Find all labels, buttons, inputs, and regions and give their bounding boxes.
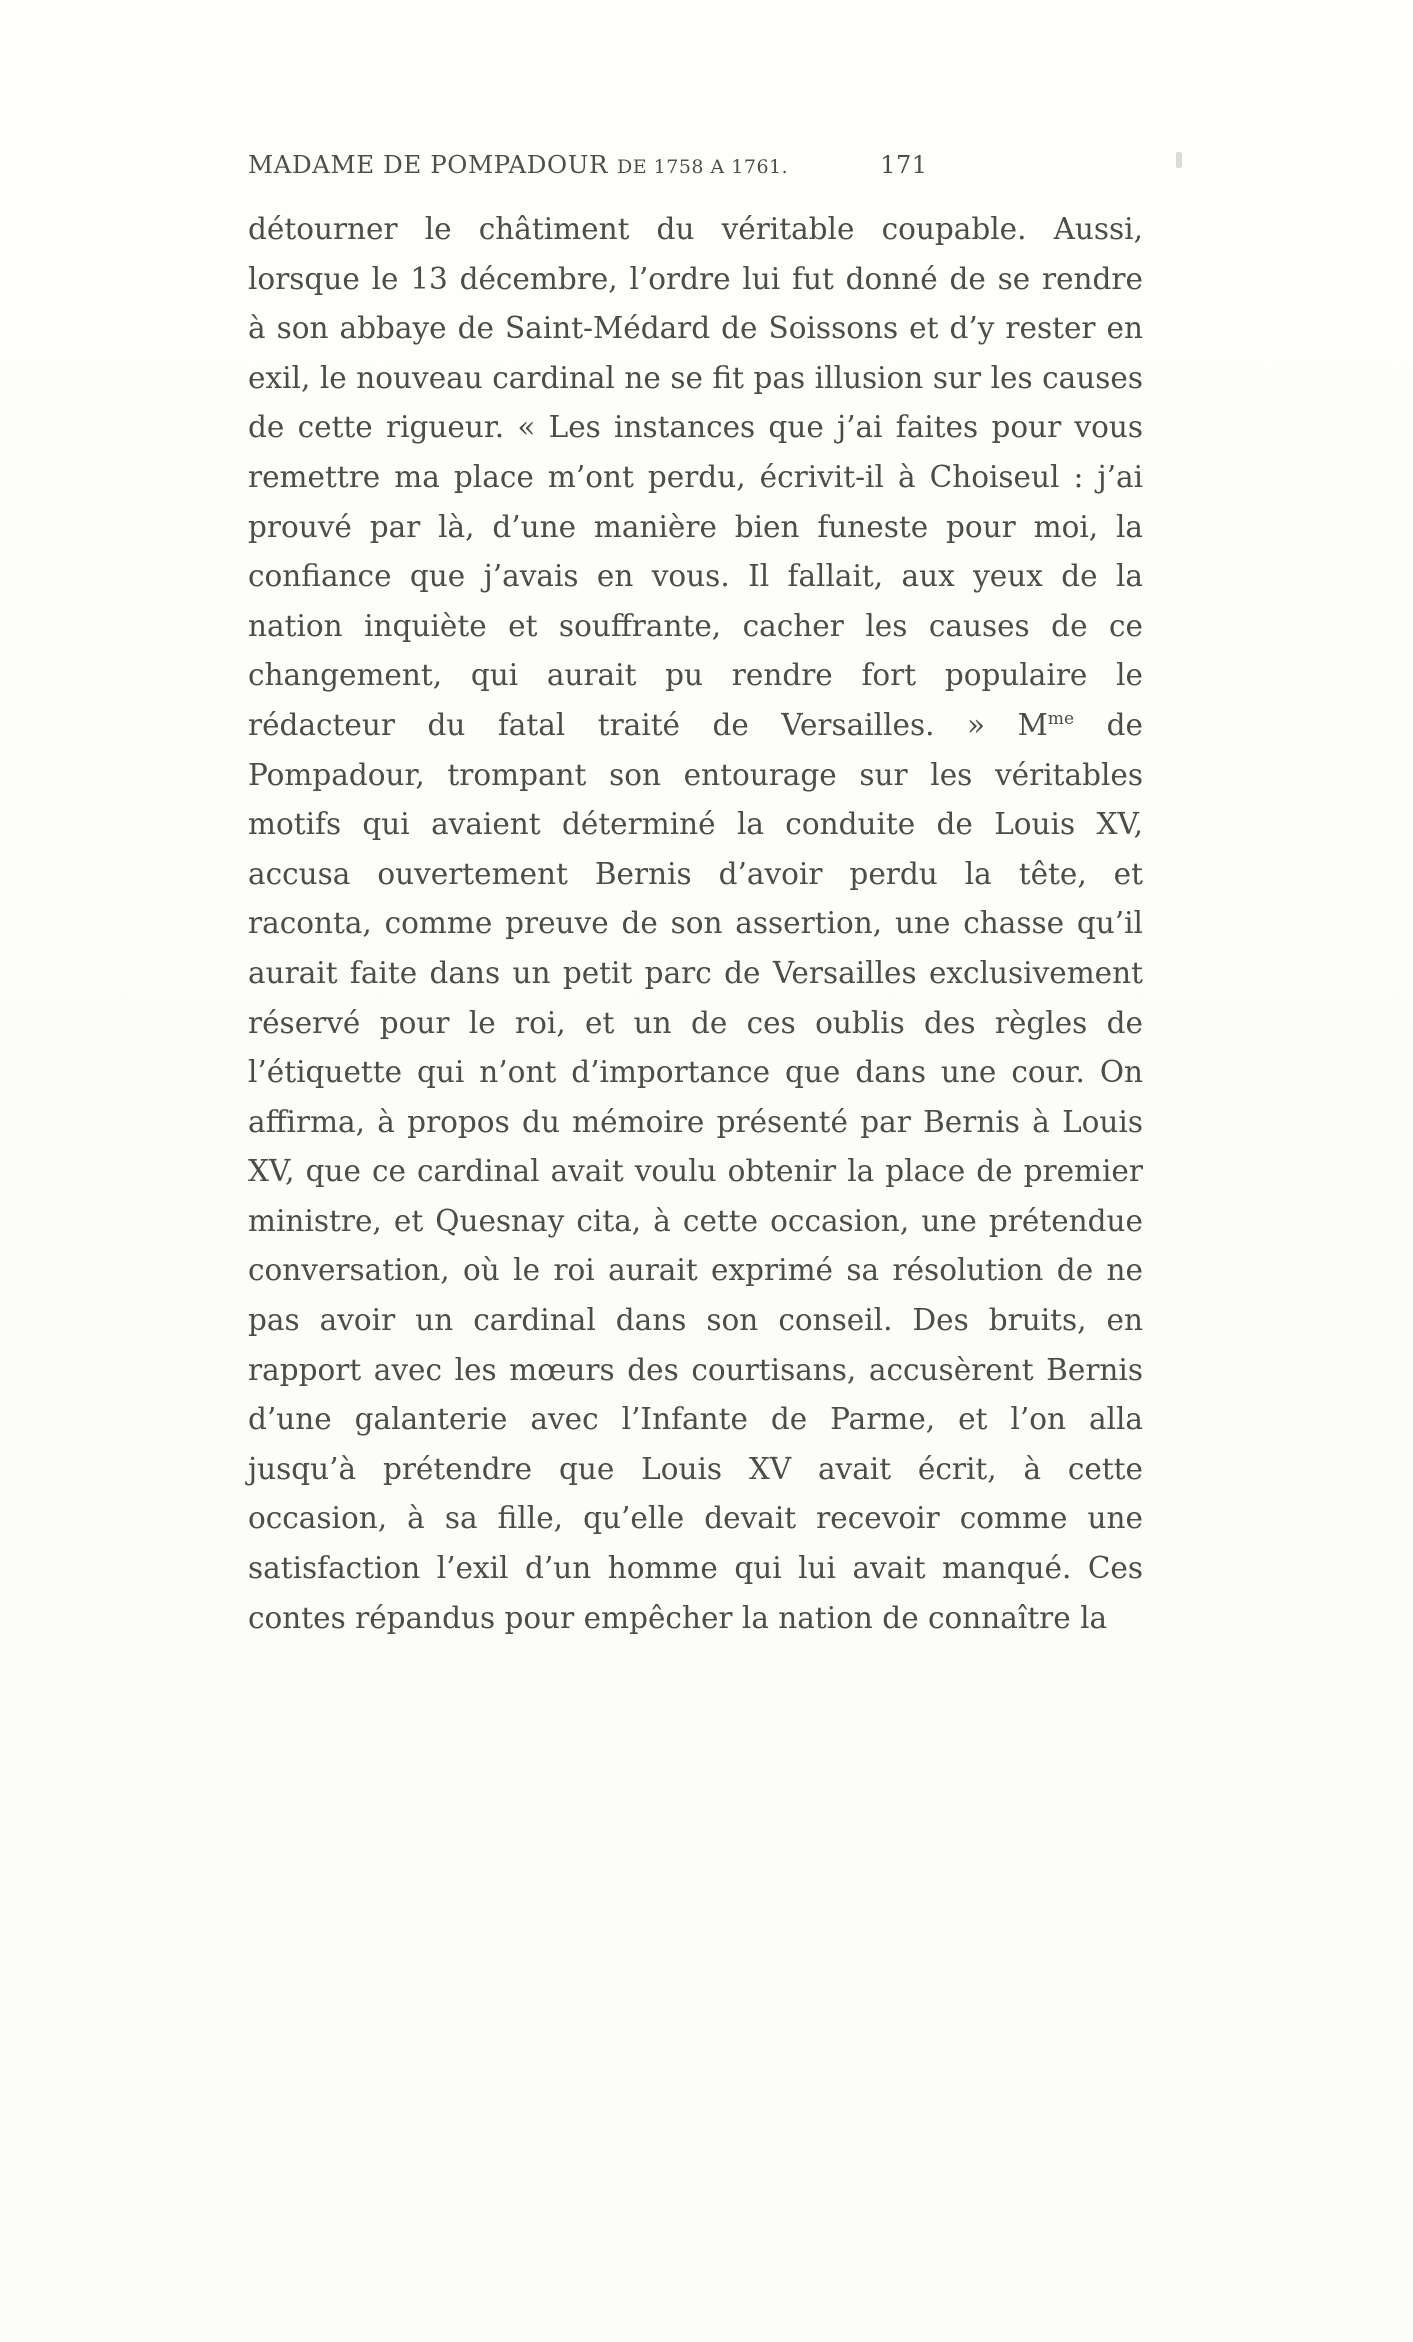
page-edge-mark xyxy=(1176,152,1182,168)
paragraph xyxy=(248,205,1143,1643)
page-number: 171 xyxy=(880,151,928,179)
running-head xyxy=(248,150,1143,179)
paragraph-part-1: détourner le châtiment du véritable coupable. Aussi, lorsque le 13 décembre, l’ordre lui fut donné de se rendre à son abbaye de Saint-Médard de Soissons et d’y rester en exil, le nouveau cardinal ne se fit pas illusion sur les causes de cette rigueur. « Les instances que j’ai faites pour vous remettre ma place m’ont perdu, écrivit-il à Choiseul : j’ai prouvé par là, d’une manière bien funeste pour moi, la confiance que j’avais en vous. Il fallait, aux yeux de la nation inquiète et souffrante, cacher les causes de ce changement, qui aurait pu rendre fort populaire le rédacteur du fatal traité de Versailles. » xyxy=(248,212,1143,742)
mme-base: M xyxy=(1017,707,1048,742)
paragraph-part-2: de Pompadour, trompant son entourage sur les véritables motifs qui avaient déterminé la conduite de Louis XV, accusa ouvertement Bernis d’avoir perdu la tête, et raconta, comme preuve de son assertion, une chasse qu’il aurait faite dans un petit parc de Versailles exclusivement réservé pour le roi, et un de ces oublis des règles de l’étiquette qui n’ont d’importance que dans une cour. On affirma, à propos du mémoire présenté par Bernis à Louis XV, que ce cardinal avait voulu obtenir la place de premier ministre, et Quesnay cita, à cette occasion, une prétendue conversation, où le roi aurait exprimé sa résolution de ne pas avoir un cardinal dans son conseil. Des bruits, en rapport avec les mœurs des courtisans, accusèrent Bernis d’une galanterie avec l’Infante de Parme, et l’on alla jusqu’à prétendre que Louis XV avait écrit, à cette occasion, à sa fille, qu’elle devait recevoir comme une satisfaction l’exil d’un homme qui lui avait manqué. Ces contes répandus pour empêcher la nation de connaître la xyxy=(248,707,1143,1635)
body-text-block xyxy=(248,205,1143,1643)
running-head-title: MADAME DE POMPADOUR xyxy=(248,150,608,179)
page-content xyxy=(248,150,1143,1643)
running-head-dates: DE 1758 A 1761. xyxy=(617,156,789,178)
mme-superscript: me xyxy=(1047,709,1075,730)
mme-abbreviation xyxy=(1018,708,1075,742)
